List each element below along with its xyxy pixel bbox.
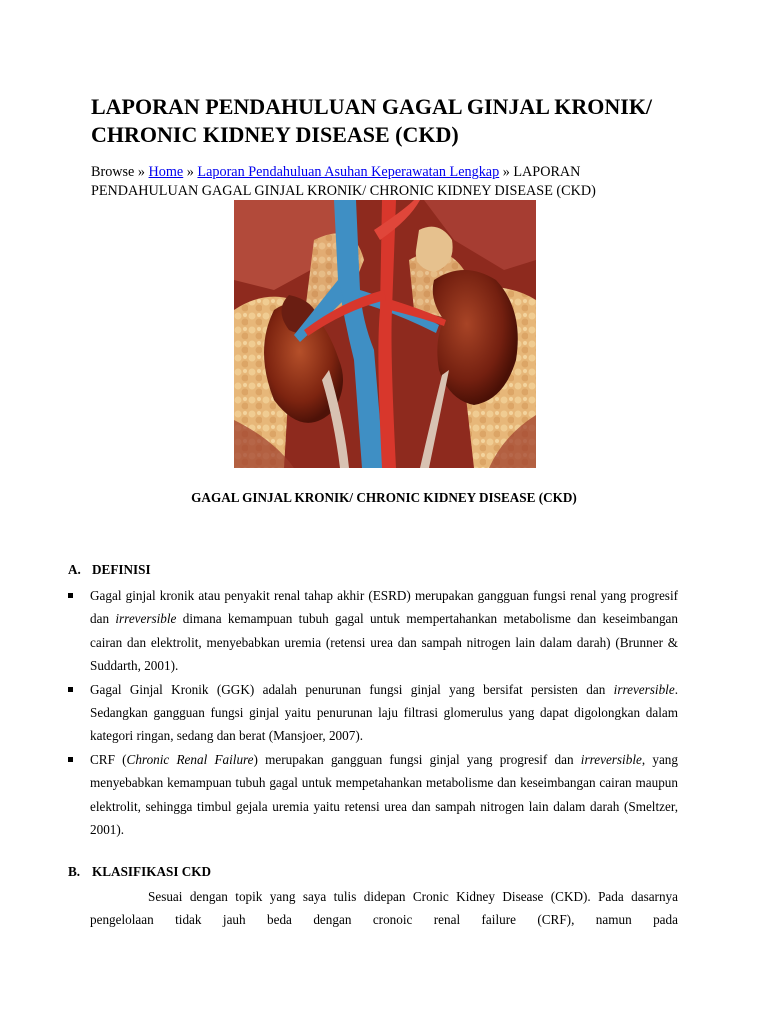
bullet-italic: irreversible (613, 681, 675, 697)
title-line-1: LAPORAN PENDAHULUAN GAGAL GINJAL KRONIK/ (91, 94, 653, 119)
section-a-title: DEFINISI (92, 562, 151, 577)
breadcrumb-prefix: Browse (91, 164, 135, 180)
breadcrumb-separator: » (134, 164, 149, 180)
breadcrumb-separator: » (499, 164, 514, 180)
section-b-paragraph: Sesuai dengan topik yang saya tulis didepan Cronic Kidney Disease (CKD). Pada dasarnya pengelolaan tidak jauh beda dengan cronoic renal failure (CRF), namun pada (90, 889, 678, 928)
breadcrumb (91, 163, 691, 201)
bullet-italic: irreversible (115, 611, 177, 627)
breadcrumb-separator: » (183, 164, 198, 180)
list-item (68, 748, 678, 842)
list-item (68, 678, 678, 748)
section-subtitle: GAGAL GINJAL KRONIK/ CHRONIC KIDNEY DISEASE (CKD) (191, 490, 577, 505)
bullet-text: dimana kemampuan tubuh gagal untuk mempertahankan metabolisme dan keseimbangan cairan dan elektrolit, menyebabkan uremia (retensi urea dan sampah nitrogen lain dalam darah) (Brunner & Suddarth, 2001). (90, 611, 678, 674)
list-item (68, 584, 678, 678)
breadcrumb-category-link[interactable]: Laporan Pendahuluan Asuhan Keperawatan Lengkap (197, 164, 500, 180)
bullet-text: Gagal ginjal kronik atau penyakit renal tahap akhir (ESRD) merupakan gangguan fungsi renal yang progresif dan (90, 588, 678, 627)
bullet-text: Gagal Ginjal Kronik (GGK) adalah penurunan fungsi ginjal yang bersifat persisten dan (90, 681, 614, 697)
bullet-text: , yang menyebabkan kemampuan tubuh gagal untuk mempetahankan metabolisme dan keseimbangan cairan maupun elektrolit, sehingga timbul gejala uremia yaitu retensi urea dan sampah nitrogen lain dalam darah (Smeltzer, 2001). (90, 751, 678, 838)
bullet-italic: irreversible (580, 751, 642, 767)
section-b-heading (68, 864, 211, 880)
bullet-text: . Sedangkan gangguan fungsi ginjal yaitu penurunan laju filtrasi glomerulus yang dapat digolongkan dalam kategori ringan, sedang dan berat (Mansjoer, 2007). (90, 681, 678, 744)
bullet-italic: Chronic Renal Failure (126, 751, 254, 767)
bullet-text: ) merupakan gangguan fungsi ginjal yang progresif dan (253, 751, 581, 767)
section-b-title: KLASIFIKASI CKD (92, 864, 212, 879)
section-b-label: B. (68, 864, 81, 879)
section-a-label: A. (68, 562, 81, 577)
bullet-text: CRF ( (90, 751, 127, 767)
definition-list (68, 584, 678, 841)
breadcrumb-current: LAPORAN PENDAHULUAN GAGAL GINJAL KRONIK/ CHRONIC KIDNEY DISEASE (CKD) (91, 164, 596, 199)
breadcrumb-home-link[interactable]: Home (148, 164, 184, 180)
kidney-anatomy-illustration (234, 200, 536, 468)
page-title (91, 93, 711, 149)
section-a-heading (68, 562, 151, 578)
title-line-2: CHRONIC KIDNEY DISEASE (CKD) (91, 122, 459, 147)
